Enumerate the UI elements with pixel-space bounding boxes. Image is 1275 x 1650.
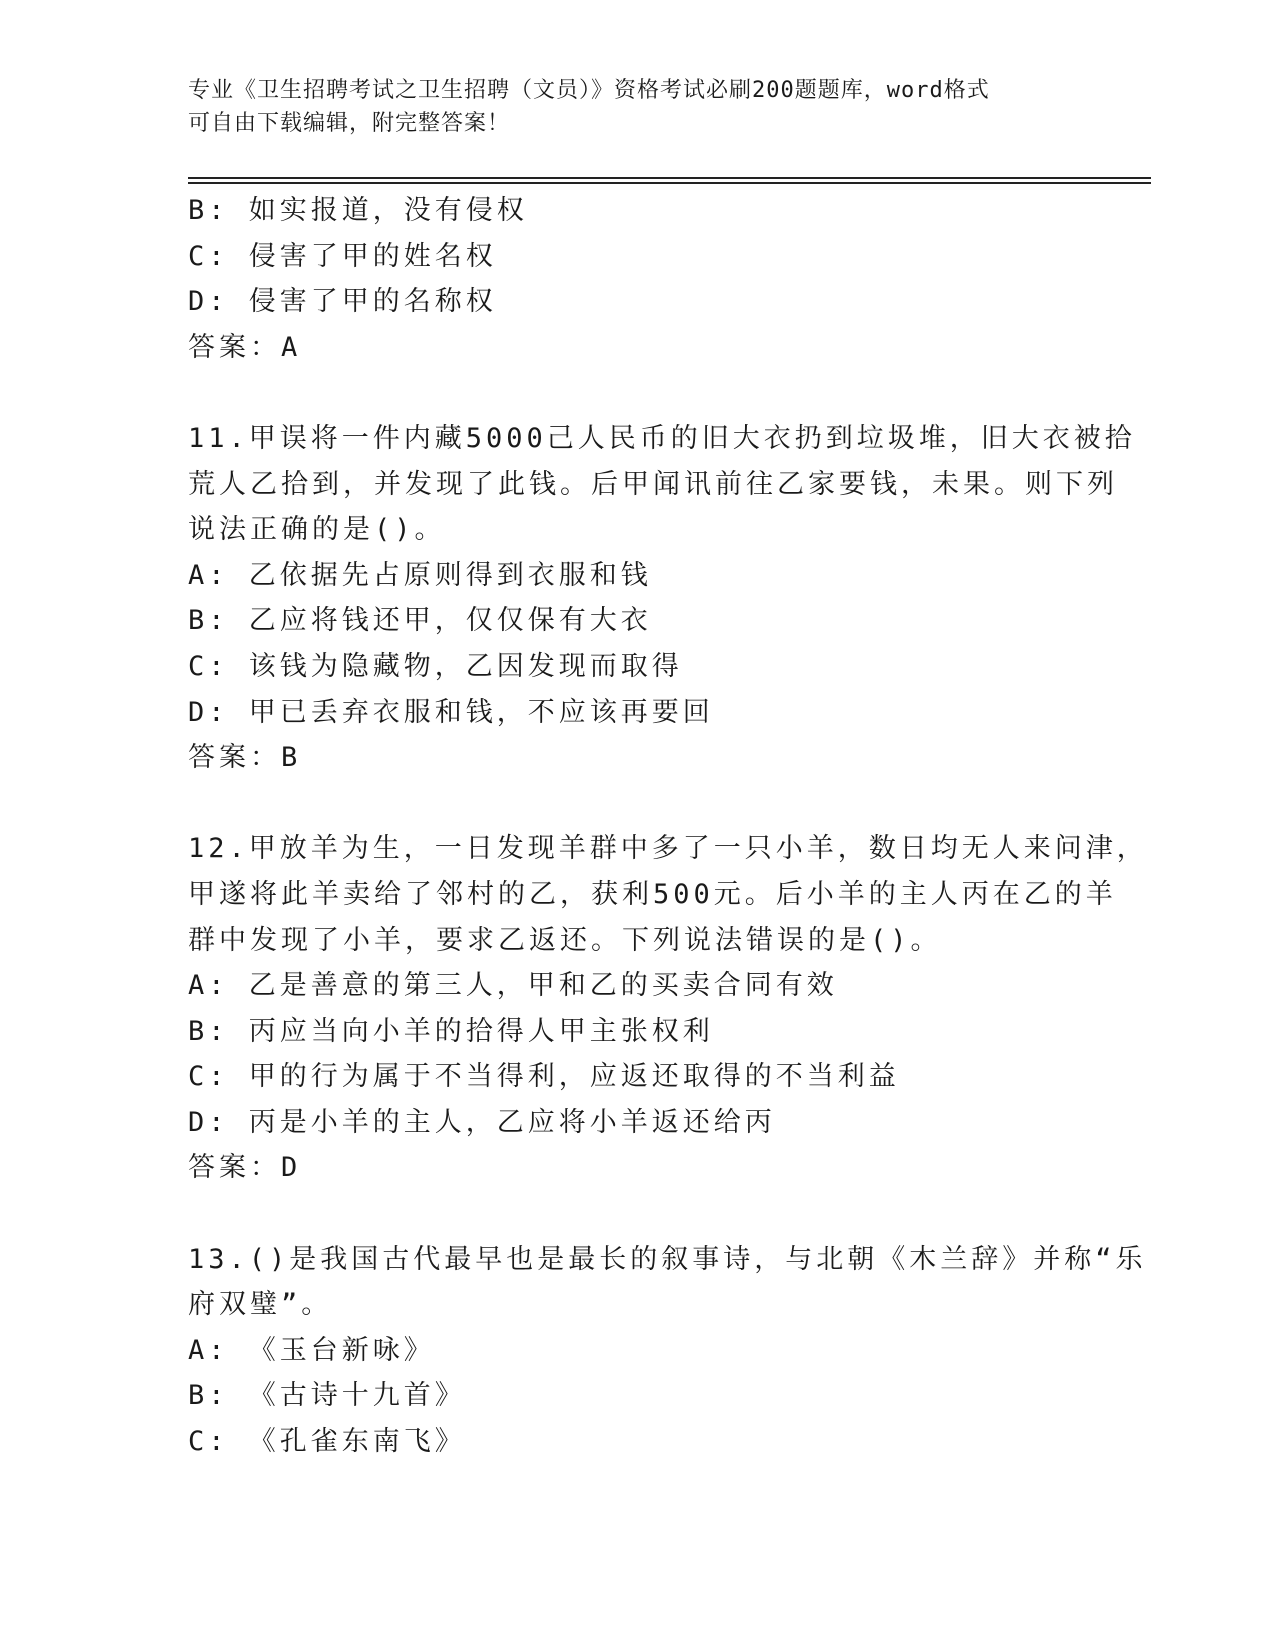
option-c: C: 《孔雀东南飞》 bbox=[188, 1426, 466, 1458]
option-d: D: 侵害了甲的名称权 bbox=[188, 286, 497, 318]
header-divider-top bbox=[188, 177, 1151, 179]
option-b: B: 乙应将钱还甲，仅仅保有大衣 bbox=[188, 605, 652, 637]
question-text-line: 12.甲放羊为生，一日发现羊群中多了一只小羊，数日均无人来问津， bbox=[188, 833, 1148, 865]
option-b: B: 如实报道，没有侵权 bbox=[188, 195, 528, 226]
spacer bbox=[188, 781, 1088, 827]
question-12 bbox=[188, 826, 1148, 1191]
option-b: B: 《古诗十九首》 bbox=[188, 1380, 466, 1412]
answer: 答案：B bbox=[188, 742, 302, 774]
option-d: D: 丙是小羊的主人，乙应将小羊返还给丙 bbox=[188, 1106, 776, 1138]
question-13 bbox=[188, 1237, 1147, 1465]
question-text-line: 府双璧”。 bbox=[188, 1289, 333, 1321]
question-text-line: 说法正确的是()。 bbox=[188, 514, 446, 546]
option-b: B: 丙应当向小羊的拾得人甲主张权利 bbox=[188, 1015, 714, 1047]
question-text-line: 13.()是我国古代最早也是最长的叙事诗，与北朝《木兰辞》并称“乐 bbox=[188, 1243, 1147, 1275]
option-c: C: 侵害了甲的姓名权 bbox=[188, 240, 497, 272]
header-title-line-1: 专业《卫生招聘考试之卫生招聘（文员）》资格考试必刷200题题库，word格式 bbox=[188, 78, 990, 103]
spacer bbox=[188, 370, 1088, 416]
option-a: A: 乙依据先占原则得到衣服和钱 bbox=[188, 559, 652, 591]
answer: 答案：D bbox=[188, 1152, 302, 1184]
question-text-line: 群中发现了小羊，要求乙返还。下列说法错误的是()。 bbox=[188, 924, 942, 956]
header-divider-bottom bbox=[188, 182, 1151, 184]
question-text-line: 甲遂将此羊卖给了邻村的乙，获利500元。后小羊的主人丙在乙的羊 bbox=[188, 878, 1117, 910]
document-header bbox=[188, 74, 1068, 140]
option-a: A: 《玉台新咏》 bbox=[188, 1334, 435, 1366]
question-list bbox=[188, 188, 1148, 1465]
header-title-line-2: 可自由下载编辑，附完整答案！ bbox=[188, 111, 511, 136]
question-text-line: 11.甲误将一件内藏5000己人民币的旧大衣扔到垃圾堆，旧大衣被拾 bbox=[188, 422, 1136, 454]
question-text-line: 荒人乙拾到，并发现了此钱。后甲闻讯前往乙家要钱，未果。则下列 bbox=[188, 468, 1118, 500]
option-c: C: 甲的行为属于不当得利，应返还取得的不当利益 bbox=[188, 1061, 900, 1093]
question-10 bbox=[188, 188, 1088, 370]
option-d: D: 甲已丢弃衣服和钱，不应该再要回 bbox=[188, 696, 714, 728]
answer: 答案：A bbox=[188, 331, 302, 363]
option-c: C: 该钱为隐藏物，乙因发现而取得 bbox=[188, 650, 683, 682]
question-11 bbox=[188, 416, 1136, 781]
spacer bbox=[188, 1191, 1088, 1237]
option-a: A: 乙是善意的第三人，甲和乙的买卖合同有效 bbox=[188, 970, 838, 1002]
